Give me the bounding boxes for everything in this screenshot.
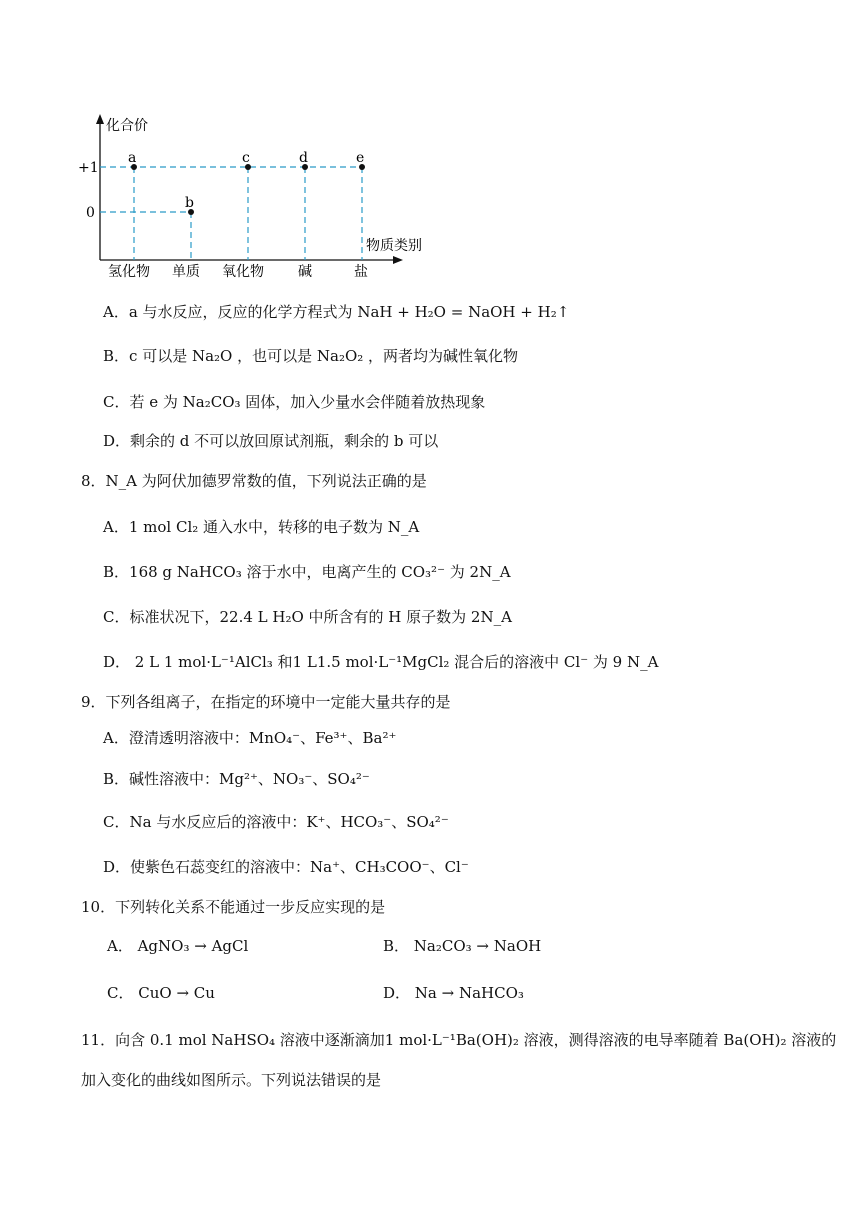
y-tick-plus1: +1 [78,160,99,176]
y-axis-label: 化合价 [106,118,148,134]
q9-option-d: D．使紫色石蕊变红的溶液中：Na⁺、CH₃COO⁻、Cl⁻ [103,858,469,876]
category-oxide: 氧化物 [222,264,264,280]
y-tick-0: 0 [86,205,95,221]
point-label-d: d [299,150,308,166]
q7-option-b: B．c 可以是 Na₂O ，也可以是 Na₂O₂ ，两者均为碱性氧化物 [103,347,519,365]
q9-option-b: B．碱性溶液中：Mg²⁺、NO₃⁻、SO₄²⁻ [103,770,370,788]
y-axis-arrow [96,114,104,124]
q9-stem: 9．下列各组离子，在指定的环境中一定能大量共存的是 [81,693,451,711]
point-label-c: c [242,150,250,166]
q8-stem: 8．N_A 为阿伏加德罗常数的值，下列说法正确的是 [81,472,427,490]
q9-option-c: C．Na 与水反应后的溶液中：K⁺、HCO₃⁻、SO₄²⁻ [103,813,449,831]
q10-option-d: D． Na → NaHCO₃ [383,984,524,1002]
q11-stem-line2: 加入变化的曲线如图所示。下列说法错误的是 [81,1071,382,1089]
q10-option-c: C． CuO → Cu [107,984,215,1002]
q8-option-b: B．168 g NaHCO₃ 溶于水中，电离产生的 CO₃²⁻ 为 2N_A [103,563,511,581]
category-base: 碱 [298,264,312,280]
q9-option-a: A．澄清透明溶液中：MnO₄⁻、Fe³⁺、Ba²⁺ [103,729,397,747]
q7-option-a: A．a 与水反应，反应的化学方程式为 NaH + H₂O = NaOH + H₂↑ [103,303,570,321]
category-element: 单质 [172,264,200,280]
x-axis-arrow [393,256,403,264]
q8-option-c: C．标准状况下，22.4 L H₂O 中所含有的 H 原子数为 2N_A [103,608,512,626]
q8-option-d: D． 2 L 1 mol·L⁻¹AlCl₃ 和1 L1.5 mol·L⁻¹MgCl₂ 混合后的溶液中 Cl⁻ 为 9 N_A [103,653,659,671]
point-label-e: e [356,150,365,166]
q10-option-b: B． Na₂CO₃ → NaOH [383,937,542,955]
q7-option-c: C．若 e 为 Na₂CO₃ 固体，加入少量水会伴随着放热现象 [103,393,486,411]
q8-option-a: A．1 mol Cl₂ 通入水中，转移的电子数为 N_A [103,518,420,536]
category-hydride: 氢化物 [108,264,150,280]
category-salt: 盐 [354,264,368,280]
x-axis-label: 物质类别 [366,238,422,254]
q10-stem: 10．下列转化关系不能通过一步反应实现的是 [81,898,386,916]
q10-option-a: A． AgNO₃ → AgCl [107,937,249,955]
point-label-b: b [185,195,194,211]
point-label-a: a [128,150,137,166]
valence-category-diagram [70,108,450,280]
q7-option-d: D．剩余的 d 不可以放回原试剂瓶，剩余的 b 可以 [103,432,439,450]
q11-stem-line1: 11．向含 0.1 mol NaHSO₄ 溶液中逐渐滴加1 mol·L⁻¹Ba(OH)₂ 溶液，测得溶液的电导率随着 Ba(OH)₂ 溶液的 [81,1031,837,1049]
